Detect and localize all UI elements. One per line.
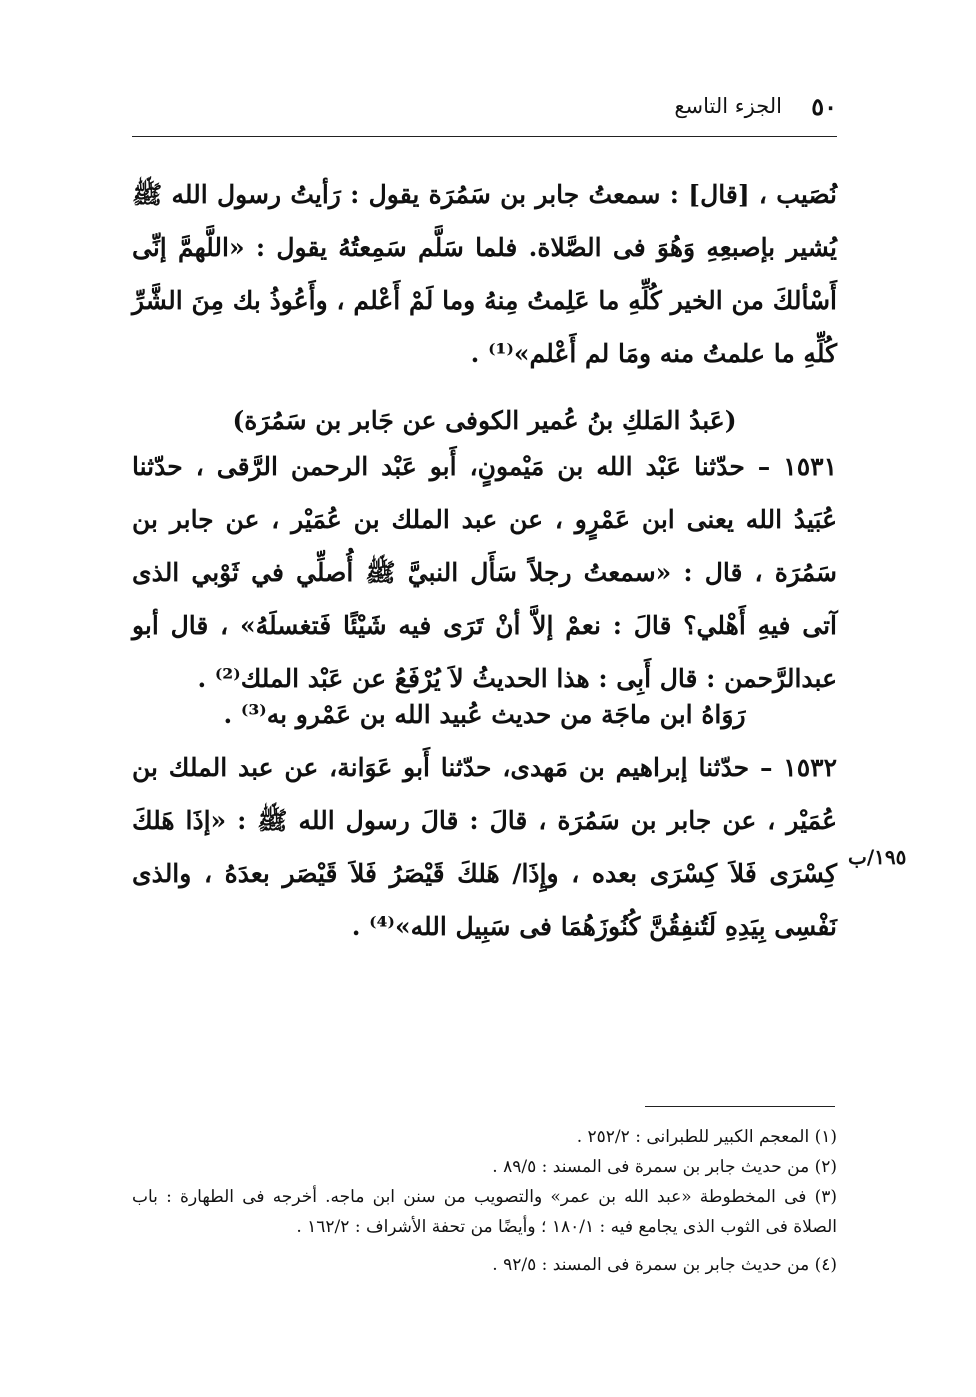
footnote-2: (٢) من حديث جابر بن سمرة فى المسند : ٨٩/٥ .: [492, 1157, 837, 1177]
footnote-3: (٣) فى المخطوطة «عبد الله بن عمر» والتصويب من سنن ابن ماجه. أخرجه فى الطهارة : باب الصلاة فى الثوب الذى يجامع فيه : ١٨٠/١ ؛ وأيضًا من تحفة الأشراف : ١٦٢/٢ .: [132, 1187, 837, 1237]
footnote-rule: [645, 1106, 835, 1107]
hadith-1531: ١٥٣١ – حدّثنا عَبْد الله بن مَيْمونٍ، أَبو عَبْد الرحمن الرَّقى ، حدّثنا عُبَيدُ الله يعنى ابن عَمْرٍو ، عن عبد الملك بن عُمَيْر ، عن جابر بن سَمُرَة ، قال : «سمعتُ رجلاً سَأَل النبيَّ ﷺ أُصلِّي في ثَوْبي الذى آتى فيهِ أَهْلي؟ قالَ : نعمْ إلاَّ أنْ تَرَى فيه شَيْئًا فَتغسلَهُ» ، قال أبو عبدالرَّحمن : قال أَبِى : هذا الحديثُ لاَ يُرْفَعُ عن عَبْد الملك⁽²⁾ .: [132, 452, 837, 693]
footnotes: [132, 1122, 837, 1280]
hadith-1532: ١٥٣٢ – حدّثنا إبراهيم بن مَهدى، حدّثنا أَبو عَوَانة، عن عبد الملك بن عُمَيْر ، عن جابر بن سَمُرَة ، قالَ : قالَ رسول الله ﷺ : «إذَا هَلكَ كِسْرَى فَلاَ كِسْرَى بعده ، وإِذَا/ هَلكَ قَيْصَرُ فَلاَ قَيْصَر بعدَهُ ، والذى نَفْسِى بِيَدِهِ لَتُنفِقُنَّ كُنُوزَهُمَا فى سَبِيل الله»⁽⁴⁾ .: [132, 753, 837, 941]
hadith-paragraph-1: نُصَيب ، [قال] : سمعتُ جابر بن سَمُرَة يقول : رَأيتُ رسول الله ﷺ يُشير بإصبعِهِ وَهُوَ فى الصَّلاة. فلما سَلَّم سَمِعتُهُ يقول : «اللَّهمَّ إنِّى أَسْألكَ من الخير كُلِّهِ ما عَلِمتُ مِنهُ وما لَمْ أَعْلم ، وأَعُوذُ بك مِنَ الشَّرِّ كُلِّهِ ما علمتُ منه ومَا لم أَعْلم»⁽¹⁾ .: [132, 180, 837, 368]
header-rule: [132, 136, 837, 137]
manuscript-folio-note: ١٩٥/ب: [848, 845, 907, 869]
page-header: [132, 92, 837, 126]
riwaya-note: رَوَاهُ ابن ماجَة من حديث عُبيد الله بن عَمْرو به⁽³⁾ .: [223, 700, 746, 729]
part-title: الجزء التاسع: [674, 94, 782, 118]
section-heading: (عَبدُ المَلكِ بنُ عُمير الكوفى عن جَابر بن سَمُرَة): [232, 406, 737, 435]
page-number: ٥٠: [811, 92, 837, 121]
footnote-4: (٤) من حديث جابر بن سمرة فى المسند : ٩٢/٥ .: [492, 1255, 837, 1275]
footnote-1: (١) المعجم الكبير للطبرانى : ٢٥٢/٢ .: [576, 1127, 837, 1147]
